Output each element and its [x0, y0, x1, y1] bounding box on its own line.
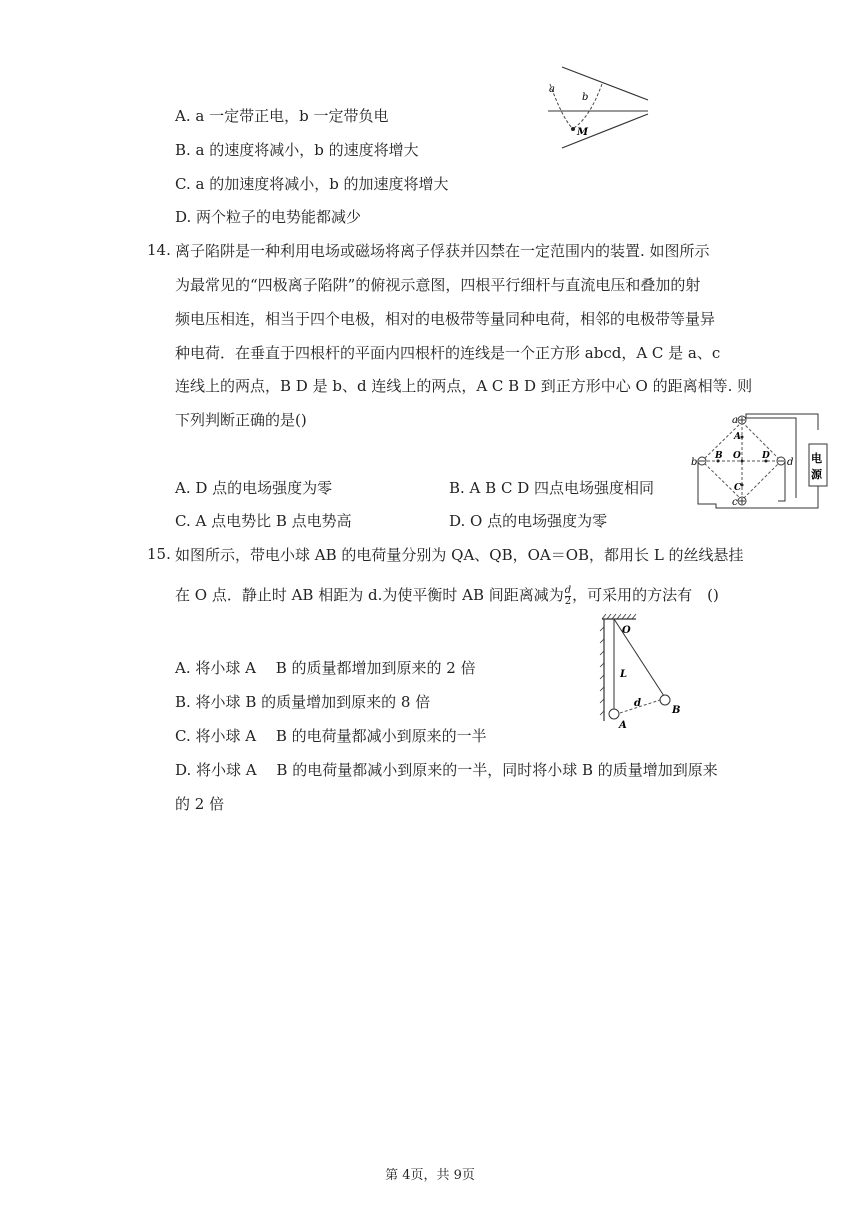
fig14-label-D: D [762, 451, 770, 461]
q15-figure [596, 613, 706, 733]
q15-option-c: C. 将小球 A B 的电荷量都减小到原来的一半 [175, 727, 487, 745]
q14-stem-line1: 离子陷阱是一种利用电场或磁场将离子俘获并囚禁在一定范围内的装置. 如图所示 [175, 242, 710, 260]
q15-stem-line2 [175, 585, 719, 607]
fig14-label-A: A [734, 432, 741, 442]
q15-number: 15. [147, 545, 171, 563]
fig-label-m: M [577, 127, 589, 138]
q15-option-b: B. 将小球 B 的质量增加到原来的 8 倍 [175, 693, 431, 711]
q15-stem-line1: 如图所示，带电小球 AB 的电荷量分别为 QA、QB，OA＝OB，都用长 L 的丝线悬挂 [175, 546, 744, 564]
q15-option-a: A. 将小球 A B 的质量都增加到原来的 2 倍 [175, 659, 476, 677]
fig15-label-d: d [634, 698, 641, 709]
fig14-label-C: C [734, 483, 742, 493]
page-footer: 第 4页，共 9页 [385, 1168, 475, 1183]
fig15-label-a: A [619, 720, 627, 731]
fig14-label-c: c [732, 497, 738, 508]
fig15-label-b: B [672, 705, 681, 716]
fig14-label-B: B [715, 451, 723, 461]
q15-frac-num: d [564, 584, 572, 596]
q13-figure [540, 62, 655, 154]
power-label-2: 源 [811, 468, 822, 481]
q13-option-c: C. a 的加速度将减小，b 的加速度将增大 [175, 175, 449, 193]
q14-figure [688, 412, 838, 514]
q14-stem-line5: 连线上的两点，B D 是 b、d 连线上的两点，A C B D 到正方形中心 O 的距离相等. 则 [175, 377, 753, 395]
fig14-label-O: O [733, 451, 741, 461]
fig-label-a: a [549, 84, 555, 95]
q15-stem-after: ，可采用的方法有 () [572, 586, 719, 604]
q14-option-b: B. A B C D 四点电场强度相同 [449, 479, 654, 497]
q13-option-b: B. a 的速度将减小，b 的速度将增大 [175, 141, 419, 159]
q13-option-a: A. a 一定带正电，b 一定带负电 [175, 107, 389, 125]
q14-option-c: C. A 点电势比 B 点电势高 [175, 512, 352, 530]
q14-number: 14. [147, 241, 171, 259]
q15-option-d-line1: D. 将小球 A B 的电荷量都减小到原来的一半，同时将小球 B 的质量增加到原来 [175, 761, 718, 779]
q14-option-d: D. O 点的电场强度为零 [449, 512, 608, 530]
fig14-label-b: b [691, 457, 698, 468]
q15-frac-den: 2 [564, 595, 572, 607]
fig14-label-d: d [787, 457, 794, 468]
q14-stem-line3: 频电压相连，相当于四个电极，相对的电极带等量同种电荷，相邻的电极带等量异 [175, 310, 716, 328]
fig15-label-l: L [620, 669, 628, 680]
q15-fraction [565, 586, 571, 607]
power-label-1: 电 [811, 452, 822, 465]
q15-option-d-line2: 的 2 倍 [175, 795, 225, 813]
q15-stem-before: 在 O 点．静止时 AB 相距为 d.为使平衡时 AB 间距离减为 [175, 586, 564, 604]
q13-option-d: D. 两个粒子的电势能都减少 [175, 208, 362, 226]
fig-label-b: b [582, 92, 589, 103]
q14-stem-line4: 种电荷．在垂直于四根杆的平面内四根杆的连线是一个正方形 abcd，A C 是 a、c [175, 344, 721, 362]
q14-stem-line6: 下列判断正确的是() [175, 411, 307, 429]
q14-option-a: A. D 点的电场强度为零 [175, 479, 333, 497]
fig15-label-o: O [622, 625, 631, 636]
q14-stem-line2: 为最常见的“四极离子陷阱”的俯视示意图，四根平行细杆与直流电压和叠加的射 [175, 276, 701, 294]
fig14-label-a: a [732, 415, 738, 426]
